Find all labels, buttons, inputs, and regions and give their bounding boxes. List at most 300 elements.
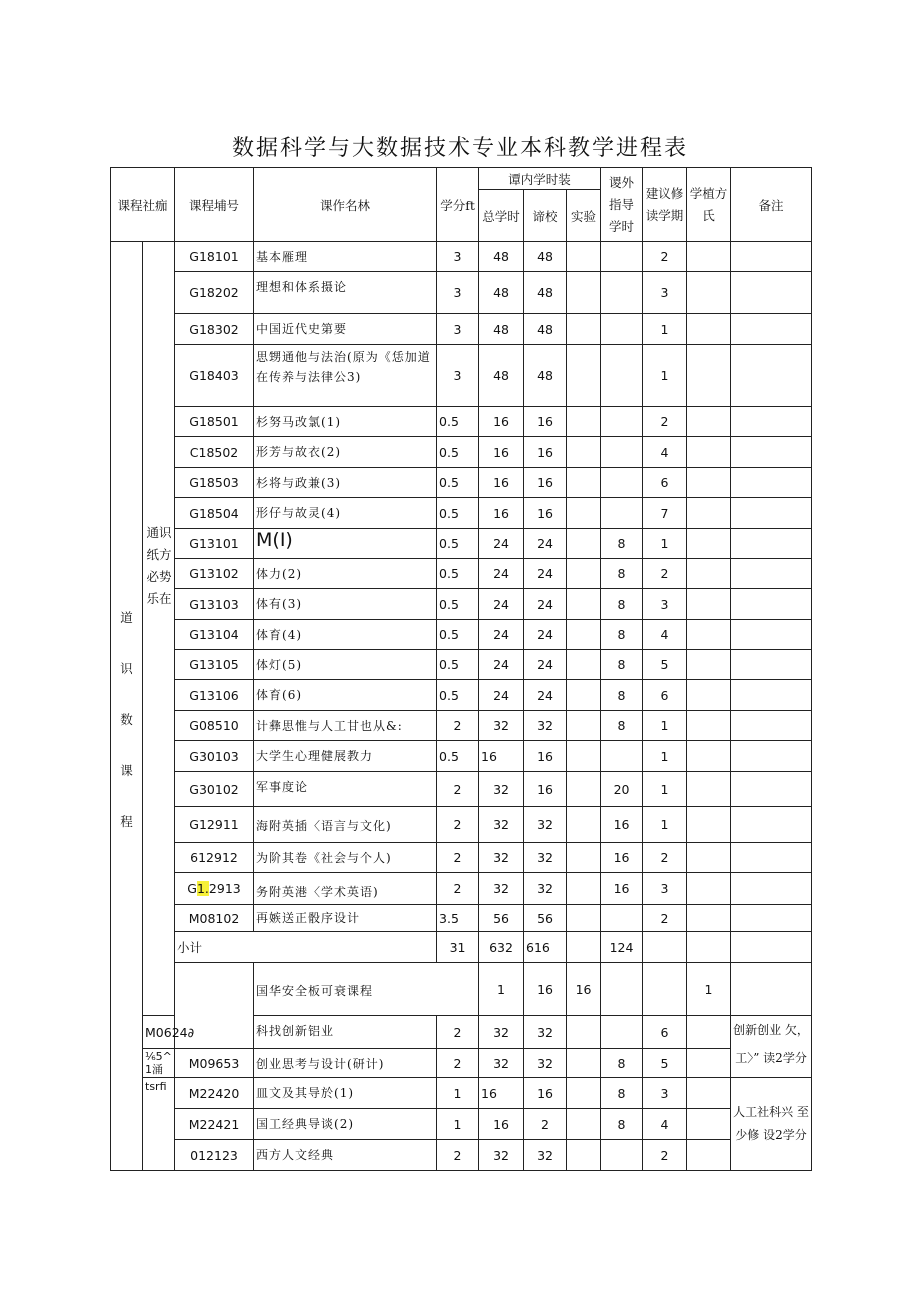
course-assessment [687, 650, 731, 680]
course-total: 16 [479, 437, 524, 468]
course-credit: 0.5 [437, 407, 479, 437]
course-lab [567, 272, 601, 314]
elective-lecture: 32 [524, 1016, 567, 1049]
elective-assessment [731, 963, 812, 1016]
course-code: G18504 [175, 498, 254, 529]
course-code: G18302 [175, 314, 254, 345]
elective-lab [567, 1049, 601, 1078]
header-in-class: 谭内学时装 [479, 168, 601, 190]
course-assessment [687, 345, 731, 407]
elective-total: 16 [524, 963, 567, 1016]
table-row [111, 589, 812, 620]
course-remark [731, 589, 812, 620]
course-semester: 6 [643, 680, 687, 711]
course-remark [731, 620, 812, 650]
course-lecture: 48 [524, 314, 567, 345]
header-assessment: 学植方氏 [687, 168, 731, 242]
course-credit: 2 [437, 873, 479, 905]
elective-assessment [687, 1140, 731, 1171]
course-semester: 6 [643, 468, 687, 498]
elective-course-name: 科找创新铝业 [254, 1016, 437, 1049]
elective-outside: 8 [601, 1049, 643, 1078]
course-outside: 8 [601, 650, 643, 680]
header-credit: 学分ft [437, 168, 479, 242]
course-outside: 8 [601, 559, 643, 589]
course-assessment [687, 437, 731, 468]
course-code: G13101 [175, 529, 254, 559]
remark-innovation: 创新创业 欠，工〉” 读2学分 [731, 1016, 812, 1078]
course-code: C18502 [175, 437, 254, 468]
course-remark [731, 345, 812, 407]
course-code: G13102 [175, 559, 254, 589]
course-lecture: 16 [524, 772, 567, 807]
elective-code: M0624∂ [143, 1016, 175, 1049]
elective-group-a: ⅙5^ 1涌 [143, 1049, 175, 1078]
course-semester: 1 [643, 529, 687, 559]
course-total: 24 [479, 650, 524, 680]
elective-outside [601, 1016, 643, 1049]
course-name: 军事度论 [254, 772, 437, 807]
elective-semester: 3 [643, 1078, 687, 1109]
remark-humanities: 人工社科兴 至少修 设2学分 [731, 1078, 812, 1171]
course-outside [601, 272, 643, 314]
course-assessment [687, 741, 731, 772]
course-lecture: 32 [524, 843, 567, 873]
course-semester: 3 [643, 272, 687, 314]
course-semester: 2 [643, 407, 687, 437]
course-lab [567, 680, 601, 711]
course-assessment [687, 873, 731, 905]
elective-lecture: 16 [524, 1078, 567, 1109]
course-outside: 20 [601, 772, 643, 807]
elective-assessment [687, 1016, 731, 1049]
subtotal-remark [731, 932, 812, 963]
course-total: 16 [479, 468, 524, 498]
course-assessment [687, 407, 731, 437]
course-code: G13105 [175, 650, 254, 680]
course-lab [567, 345, 601, 407]
course-outside [601, 407, 643, 437]
course-name: M(I) [254, 529, 437, 559]
course-name: 理想和体系摄论 [254, 272, 437, 314]
course-outside: 8 [601, 620, 643, 650]
curriculum-table [110, 167, 812, 1171]
course-total: 16 [479, 741, 524, 772]
course-total: 32 [479, 873, 524, 905]
table-row [111, 680, 812, 711]
course-name: 形仔与故灵(4) [254, 498, 437, 529]
table-row [111, 314, 812, 345]
course-assessment [687, 468, 731, 498]
course-remark [731, 680, 812, 711]
elective-code: 012123 [175, 1140, 254, 1171]
course-remark [731, 407, 812, 437]
course-assessment [687, 242, 731, 272]
course-code: G18101 [175, 242, 254, 272]
subtotal-semester [643, 932, 687, 963]
course-lecture: 56 [524, 905, 567, 932]
course-semester: 1 [643, 345, 687, 407]
elective-row [111, 1109, 812, 1140]
course-semester: 1 [643, 741, 687, 772]
course-total: 56 [479, 905, 524, 932]
table-row [111, 498, 812, 529]
course-outside [601, 242, 643, 272]
course-code: G30103 [175, 741, 254, 772]
course-semester: 1 [643, 772, 687, 807]
course-credit: 3 [437, 345, 479, 407]
course-outside [601, 498, 643, 529]
elective-course-name: 国工经典导谈(2) [254, 1109, 437, 1140]
table-row [111, 843, 812, 873]
course-outside: 16 [601, 807, 643, 843]
course-assessment [687, 498, 731, 529]
elective-outside: 8 [601, 1109, 643, 1140]
elective-row [111, 1049, 812, 1078]
group-outer-label [111, 242, 143, 1171]
course-semester: 2 [643, 843, 687, 873]
course-semester: 3 [643, 873, 687, 905]
elective-credit: 1 [437, 1078, 479, 1109]
course-assessment [687, 680, 731, 711]
course-credit: 0.5 [437, 437, 479, 468]
course-code-prefix: G [187, 881, 197, 896]
course-assessment [687, 807, 731, 843]
course-semester: 4 [643, 620, 687, 650]
course-assessment [687, 589, 731, 620]
course-assessment [687, 843, 731, 873]
elective-credit: 1 [437, 1109, 479, 1140]
course-name: 基本雁理 [254, 242, 437, 272]
course-code: G13104 [175, 620, 254, 650]
course-remark [731, 529, 812, 559]
course-credit: 2 [437, 843, 479, 873]
course-lecture: 48 [524, 242, 567, 272]
course-total: 32 [479, 772, 524, 807]
subtotal-lecture: 616 [524, 932, 567, 963]
course-semester: 1 [643, 807, 687, 843]
elective-row [111, 1078, 812, 1109]
elective-semester: 2 [643, 1140, 687, 1171]
elective-code: M09653 [175, 1049, 254, 1078]
course-credit: 3.5 [437, 905, 479, 932]
course-total: 24 [479, 589, 524, 620]
course-name: 体力(2) [254, 559, 437, 589]
course-remark [731, 437, 812, 468]
elective-lab [567, 1140, 601, 1171]
course-total: 24 [479, 559, 524, 589]
course-credit: 3 [437, 314, 479, 345]
table-row [111, 559, 812, 589]
course-code: G13106 [175, 680, 254, 711]
elective-course-name: 西方人文经典 [254, 1140, 437, 1171]
table-row [111, 345, 812, 407]
elective-total: 16 [479, 1109, 524, 1140]
elective-lab [567, 1109, 601, 1140]
course-outside [601, 468, 643, 498]
course-assessment [687, 905, 731, 932]
course-semester: 4 [643, 437, 687, 468]
course-lecture: 32 [524, 807, 567, 843]
course-lab [567, 468, 601, 498]
table-row [111, 242, 812, 272]
course-outside [601, 741, 643, 772]
course-assessment [687, 559, 731, 589]
header-total: 总学时 [479, 190, 524, 242]
course-lecture: 48 [524, 272, 567, 314]
course-lecture: 32 [524, 711, 567, 741]
course-lecture: 48 [524, 345, 567, 407]
group-inner-label [143, 242, 175, 1016]
subtotal-assessment [687, 932, 731, 963]
course-name: 中国近代史第要 [254, 314, 437, 345]
course-remark [731, 498, 812, 529]
course-outside [601, 437, 643, 468]
elective-outside [643, 963, 687, 1016]
course-code: G18501 [175, 407, 254, 437]
header-lab: 实验 [567, 190, 601, 242]
elective-assessment [687, 1049, 731, 1078]
course-remark [731, 711, 812, 741]
elective-lecture: 16 [567, 963, 601, 1016]
course-lab [567, 741, 601, 772]
course-credit: 0.5 [437, 559, 479, 589]
header-code: 课程埔号 [175, 168, 254, 242]
group-outer-text: 道识数课程 [120, 610, 133, 829]
course-outside [601, 345, 643, 407]
course-code: G18202 [175, 272, 254, 314]
course-code: G12911 [175, 807, 254, 843]
course-assessment [687, 772, 731, 807]
course-total: 32 [479, 807, 524, 843]
course-total: 24 [479, 620, 524, 650]
course-lecture: 24 [524, 559, 567, 589]
course-lab [567, 314, 601, 345]
course-code: G30102 [175, 772, 254, 807]
course-lab [567, 529, 601, 559]
elective-lab [567, 1016, 601, 1049]
table-row [111, 529, 812, 559]
course-assessment [687, 620, 731, 650]
course-name: 为阶其卷《社会与个人) [254, 843, 437, 873]
elective-lab [567, 1078, 601, 1109]
course-lecture: 16 [524, 407, 567, 437]
elective-semester: 6 [643, 1016, 687, 1049]
elective-semester: 1 [687, 963, 731, 1016]
course-outside [601, 314, 643, 345]
course-credit: 0.5 [437, 650, 479, 680]
course-lab [567, 843, 601, 873]
course-total: 48 [479, 272, 524, 314]
course-total: 24 [479, 529, 524, 559]
course-remark [731, 272, 812, 314]
course-lecture: 16 [524, 741, 567, 772]
elective-total: 32 [479, 1140, 524, 1171]
course-lab [567, 407, 601, 437]
course-code-suffix: 2913 [208, 881, 241, 896]
course-code-highlight: 1. [196, 881, 209, 896]
subtotal-label: 小计 [175, 932, 437, 963]
course-lecture: 24 [524, 650, 567, 680]
subtotal-lab [567, 932, 601, 963]
table-row [111, 905, 812, 932]
course-remark [731, 772, 812, 807]
course-name: 体灯(5) [254, 650, 437, 680]
course-remark [731, 873, 812, 905]
elective-total: 16 [479, 1078, 524, 1109]
course-assessment [687, 529, 731, 559]
course-lecture: 24 [524, 589, 567, 620]
course-lab [567, 650, 601, 680]
group-inner-text: 通识纸方必势乐在 [146, 525, 172, 606]
course-total: 48 [479, 345, 524, 407]
table-row [111, 468, 812, 498]
course-remark [731, 905, 812, 932]
course-outside: 8 [601, 529, 643, 559]
course-semester: 1 [643, 314, 687, 345]
course-remark [731, 807, 812, 843]
course-credit: 0.5 [437, 498, 479, 529]
elective-semester: 4 [643, 1109, 687, 1140]
header-semester: 建议修读学期 [643, 168, 687, 242]
elective-lab [601, 963, 643, 1016]
course-lab [567, 242, 601, 272]
course-outside: 16 [601, 873, 643, 905]
course-credit: 0.5 [437, 620, 479, 650]
course-lab [567, 905, 601, 932]
course-lecture: 16 [524, 498, 567, 529]
course-semester: 1 [643, 711, 687, 741]
header-row [111, 168, 812, 190]
elective-total: 32 [479, 1049, 524, 1078]
elective-lecture: 2 [524, 1109, 567, 1140]
table-row [111, 620, 812, 650]
course-name: 体有(3) [254, 589, 437, 620]
elective-credit: 2 [437, 1140, 479, 1171]
table-row [111, 772, 812, 807]
course-total: 32 [479, 843, 524, 873]
course-outside [601, 905, 643, 932]
course-lab [567, 620, 601, 650]
course-semester: 2 [643, 559, 687, 589]
course-semester: 2 [643, 242, 687, 272]
course-code: G08510 [175, 711, 254, 741]
header-remark: 备注 [731, 168, 812, 242]
course-assessment [687, 272, 731, 314]
course-remark [731, 650, 812, 680]
course-lecture: 24 [524, 620, 567, 650]
table-row [111, 873, 812, 905]
course-remark [731, 242, 812, 272]
table-row [111, 407, 812, 437]
course-credit: 3 [437, 272, 479, 314]
course-code: G18403 [175, 345, 254, 407]
course-total: 24 [479, 680, 524, 711]
elective-course-name: 创业思考与设计(研计) [254, 1049, 437, 1078]
elective-code: M22420 [175, 1078, 254, 1109]
course-remark [731, 468, 812, 498]
course-name: 杉将与政兼(3) [254, 468, 437, 498]
elective-credit: 2 [437, 1049, 479, 1078]
subtotal-total: 632 [479, 932, 524, 963]
table-row [111, 711, 812, 741]
elective-row [111, 963, 812, 1016]
course-total: 32 [479, 711, 524, 741]
course-assessment [687, 711, 731, 741]
course-credit: 0.5 [437, 529, 479, 559]
elective-course-name: 国华安全板可衰课程 [254, 963, 479, 1016]
course-name: 思甥通他与法治(原为《恁加道在传养与法律公3) [254, 345, 437, 407]
course-remark [731, 559, 812, 589]
elective-assessment [687, 1078, 731, 1109]
header-category: 课程社痂 [111, 168, 175, 242]
course-total: 48 [479, 314, 524, 345]
course-name: 杉努马改氯(1) [254, 407, 437, 437]
course-assessment [687, 314, 731, 345]
course-credit: 0.5 [437, 468, 479, 498]
elective-group-b: tsrfi [143, 1078, 175, 1171]
course-remark [731, 314, 812, 345]
course-name: 再嫉送正骰序设计 [254, 905, 437, 932]
course-credit: 2 [437, 807, 479, 843]
elective-lecture: 32 [524, 1140, 567, 1171]
elective-row [111, 1140, 812, 1171]
course-code: G18503 [175, 468, 254, 498]
course-name: 海附英插〈语言与文化) [254, 807, 437, 843]
elective-total: 32 [479, 1016, 524, 1049]
course-name: 形芳与故衣(2) [254, 437, 437, 468]
course-lab [567, 711, 601, 741]
elective-outside [601, 1140, 643, 1171]
course-outside: 16 [601, 843, 643, 873]
table-row [111, 272, 812, 314]
course-semester: 7 [643, 498, 687, 529]
course-name: 务附英港〈学术英语) [254, 873, 437, 905]
course-semester: 2 [643, 905, 687, 932]
course-lab [567, 437, 601, 468]
course-lab [567, 807, 601, 843]
subtotal-credit: 31 [437, 932, 479, 963]
course-lab [567, 772, 601, 807]
table-row [111, 807, 812, 843]
elective-code: M22421 [175, 1109, 254, 1140]
page-title: 数据科学与大数据技术专业本科教学进程表 [231, 136, 688, 161]
course-lab [567, 559, 601, 589]
course-name: 体育(6) [254, 680, 437, 711]
elective-credit: 2 [437, 1016, 479, 1049]
course-lecture: 24 [524, 529, 567, 559]
course-lecture: 16 [524, 468, 567, 498]
header-name: 课作名林 [254, 168, 437, 242]
course-name: 计彝思惟与人工甘也从&: [254, 711, 437, 741]
course-total: 16 [479, 407, 524, 437]
course-code: M08102 [175, 905, 254, 932]
course-code: 612912 [175, 843, 254, 873]
course-name: 大学生心理健展教力 [254, 741, 437, 772]
course-total: 16 [479, 498, 524, 529]
course-lab [567, 873, 601, 905]
course-outside: 8 [601, 680, 643, 711]
course-code [175, 873, 254, 905]
table-row [111, 650, 812, 680]
course-lecture: 32 [524, 873, 567, 905]
elective-credit: 1 [479, 963, 524, 1016]
table-row [111, 741, 812, 772]
table-row [111, 437, 812, 468]
header-lecture: 谛校 [524, 190, 567, 242]
course-credit: 2 [437, 711, 479, 741]
elective-assessment [687, 1109, 731, 1140]
